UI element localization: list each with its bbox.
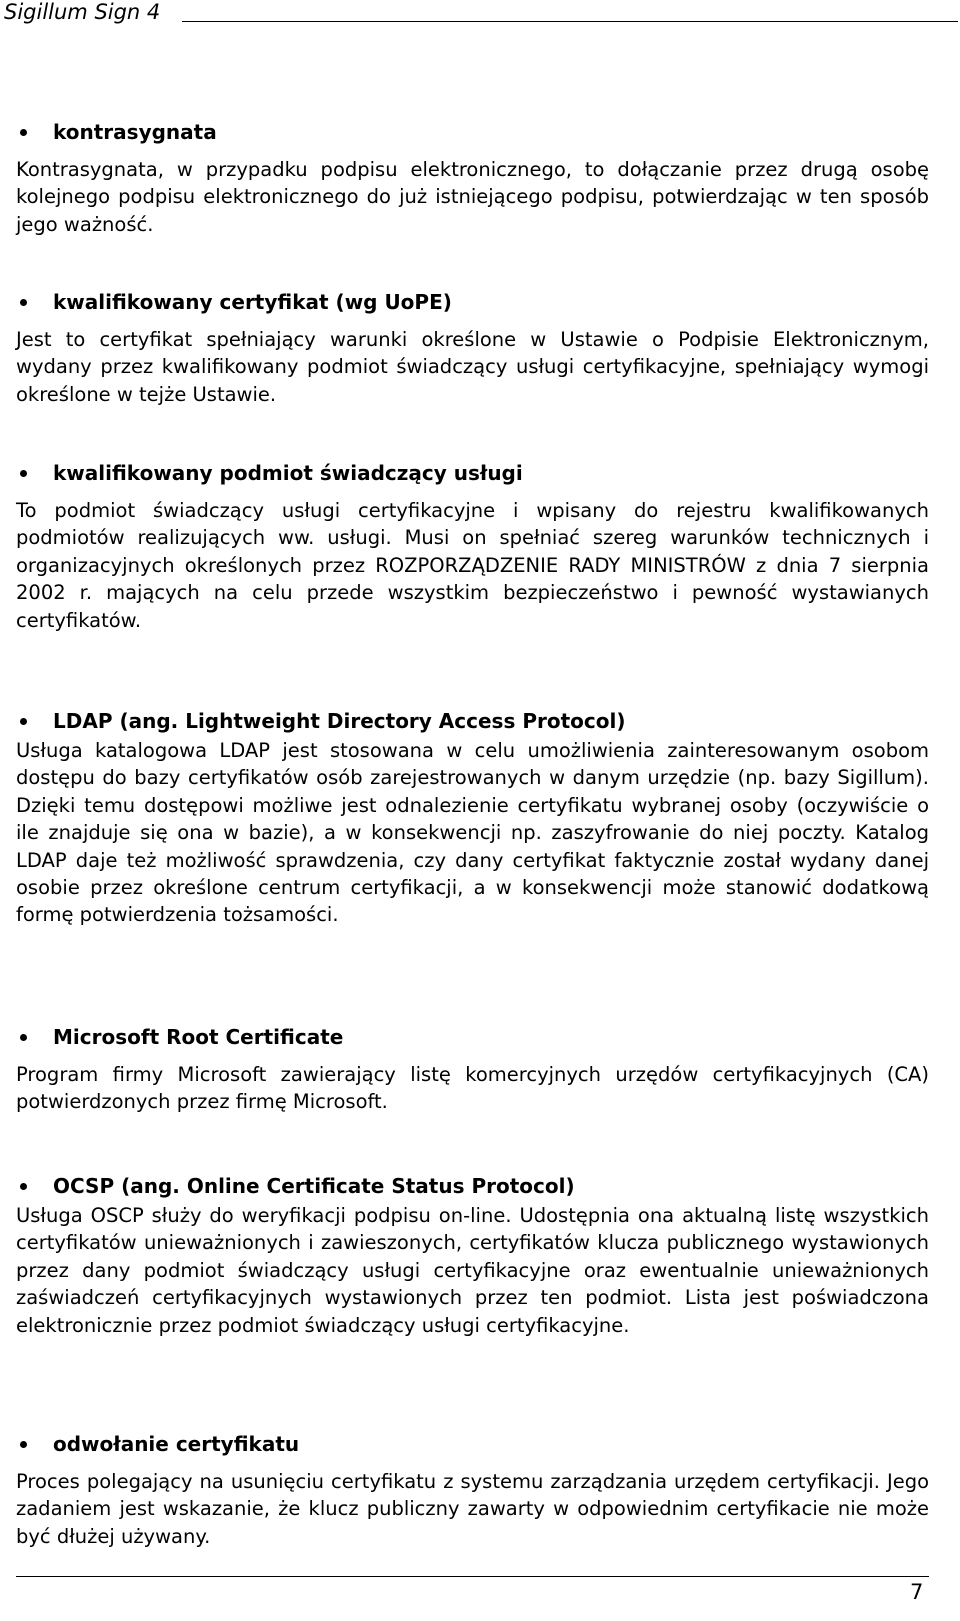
bullet-icon [20,1034,27,1041]
glossary-term: LDAP (ang. Lightweight Directory Access Protocol) [53,709,626,733]
bullet-icon [20,129,27,136]
bullet-icon [20,1441,27,1448]
term-row [16,707,929,735]
document-title: Sigillum Sign 4 [4,0,161,24]
glossary-definition: Jest to certyfikat spełniający warunki określone w Ustawie o Podpisie Elektronicznym, wydany przez kwalifikowany podmiot świadczący usługi certyfikacyjne, spełniający wymogi określone w tejże Ustawie. [16,328,929,406]
term-row [16,459,929,487]
glossary-definition: Proces polegający na usunięciu certyfikatu z systemu zarządzania urzędem certyfikacji. Jego zadaniem jest wskazanie, że klucz publiczny zawarty w odpowiednim certyfikacie nie może być dłużej używany. [16,1470,929,1548]
glossary-definition: Usługa OSCP służy do weryfikacji podpisu on-line. Udostępnia ona aktualną listę wszystkich certyfikatów unieważnionych i zawieszonych, certyfikatów klucza publicznego wystawionych przez dany podmiot świadczący usługi certyfikacyjne oraz ewentualnie unieważnionych zaświadczeń certyfikacyjnych wystawionych przez ten podmiot. Lista jest poświadczona elektronicznie przez podmiot świadczący usługi certyfikacyjne. [16,1204,929,1337]
glossary-definition: Kontrasygnata, w przypadku podpisu elektronicznego, to dołączanie przez drugą osobę kolejnego podpisu elektronicznego do już istniejącego podpisu, potwierdzając w ten sposób jego ważność. [16,158,929,236]
term-row [16,1172,929,1200]
glossary-entry [16,1023,929,1116]
page-header [0,0,960,24]
glossary-entry [16,118,929,238]
glossary-term: kwalifikowany podmiot świadczący usługi [53,461,523,485]
glossary-term: Microsoft Root Certificate [53,1025,344,1049]
glossary-term: odwołanie certyfikatu [53,1432,300,1456]
bullet-icon [20,299,27,306]
term-row [16,1430,929,1458]
glossary-definition: Program firmy Microsoft zawierający listę komercyjnych urzędów certyfikacyjnych (CA) potwierdzonych przez firmę Microsoft. [16,1063,929,1114]
bullet-icon [20,1183,27,1190]
glossary-entry [16,1430,929,1550]
glossary-entry [16,288,929,408]
term-row [16,1023,929,1051]
glossary-term: kontrasygnata [53,120,217,144]
glossary-definition: Usługa katalogowa LDAP jest stosowana w celu umożliwienia zainteresowanym osobom dostępu do bazy certyfikatów osób zarejestrowanych w danym urzędzie (np. bazy Sigillum). Dzięki temu dostępowi możliwe jest odnalezienie certyfikatu wybranej osoby (oczywiście o ile znajduje się ona w bazie), a w konsekwencji np. zaszyfrowanie do niej poczty. Katalog LDAP daje też możliwość sprawdzenia, czy dany certyfikat faktycznie został wydany danej osobie przez określone centrum certyfikacji, a w konsekwencji może stanowić dodatkową formę potwierdzenia tożsamości. [16,739,929,927]
page-number: 7 [910,1580,924,1604]
glossary-term: kwalifikowany certyfikat (wg UoPE) [53,290,452,314]
term-row [16,118,929,146]
term-row [16,288,929,316]
glossary-entry [16,707,929,929]
glossary-term: OCSP (ang. Online Certificate Status Protocol) [53,1174,575,1198]
glossary-entry [16,1172,929,1339]
header-rule [182,21,958,22]
footer-rule [16,1576,929,1577]
glossary-entry [16,459,929,634]
bullet-icon [20,470,27,477]
glossary-definition: To podmiot świadczący usługi certyfikacyjne i wpisany do rejestru kwalifikowanych podmiotów realizujących ww. usługi. Musi on spełniać szereg warunków technicznych i organizacyjnych określonych przez ROZPORZĄDZENIE RADY MINISTRÓW z dnia 7 sierpnia 2002 r. mających na celu przede wszystkim bezpieczeństwo i pewność wystawianych certyfikatów. [16,499,929,632]
bullet-icon [20,718,27,725]
